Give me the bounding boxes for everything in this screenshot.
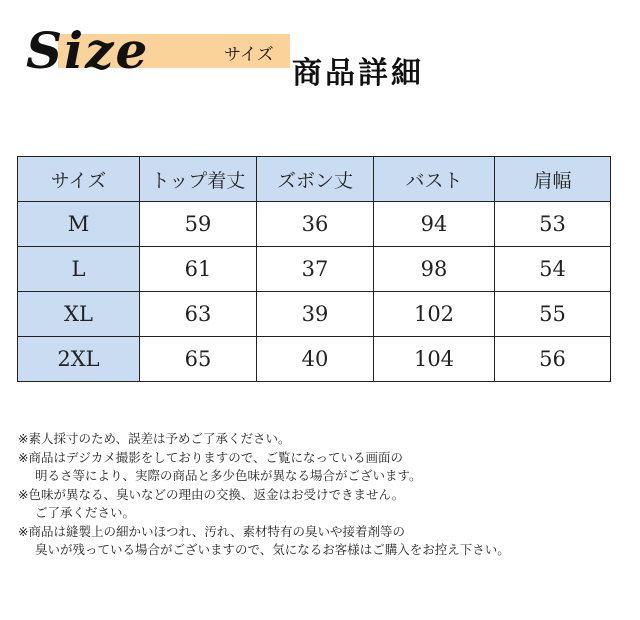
table-cell: 104 [374,337,495,382]
table-cell: 40 [257,337,374,382]
table-cell: 56 [495,337,611,382]
column-header: サイズ [18,157,140,202]
page-title: 商品詳細 [292,56,424,91]
table-row [18,202,611,247]
note-line: ※商品は縫製上の細かいほつれ、汚れ、素材特有の臭いや接着剤等の [18,523,405,539]
table-cell: 65 [140,337,257,382]
table-row [18,247,611,292]
column-header: 肩幅 [495,157,611,202]
note-line: ※素人採寸のため、誤差は予めご了承ください。 [18,431,291,446]
column-header: トップ着丈 [140,157,257,202]
notes-section [18,430,628,560]
column-header: ズボン丈 [257,157,374,202]
table-cell: 55 [495,292,611,337]
table-cell: 39 [257,292,374,337]
page-header [0,0,640,110]
note-line: ※色味が異なる、臭いなどの理由の交換、返金はお受けできません。 [18,486,405,502]
note-line: ご了承ください。 [35,505,136,520]
table-row [18,337,611,382]
column-header: バスト [374,157,495,202]
table-cell: 61 [140,247,257,292]
row-size-label: XL [18,292,140,337]
table-cell: 102 [374,292,495,337]
note-line: 明るさ等により、実際の商品と多少色味が異なる場合がございます。 [35,468,422,483]
table-row [18,292,611,337]
table-cell: 94 [374,202,495,247]
size-script-logo: Size [26,21,150,80]
size-table [17,156,611,382]
row-size-label: M [18,202,140,247]
row-size-label: L [18,247,140,292]
table-cell: 59 [140,202,257,247]
note-line: 臭いが残っている場合がございますので、気になるお客様はご購入をお控え下さい。 [35,542,510,557]
size-kana-label: サイズ [224,45,274,65]
table-cell: 53 [495,202,611,247]
note-line: ※商品はデジカメ撮影をしておりますので、ご覧になっている画面の [18,449,403,465]
table-header-row [18,157,611,202]
table-cell: 36 [257,202,374,247]
table-cell: 63 [140,292,257,337]
table-cell: 54 [495,247,611,292]
row-size-label: 2XL [18,337,140,382]
table-cell: 37 [257,247,374,292]
table-cell: 98 [374,247,495,292]
